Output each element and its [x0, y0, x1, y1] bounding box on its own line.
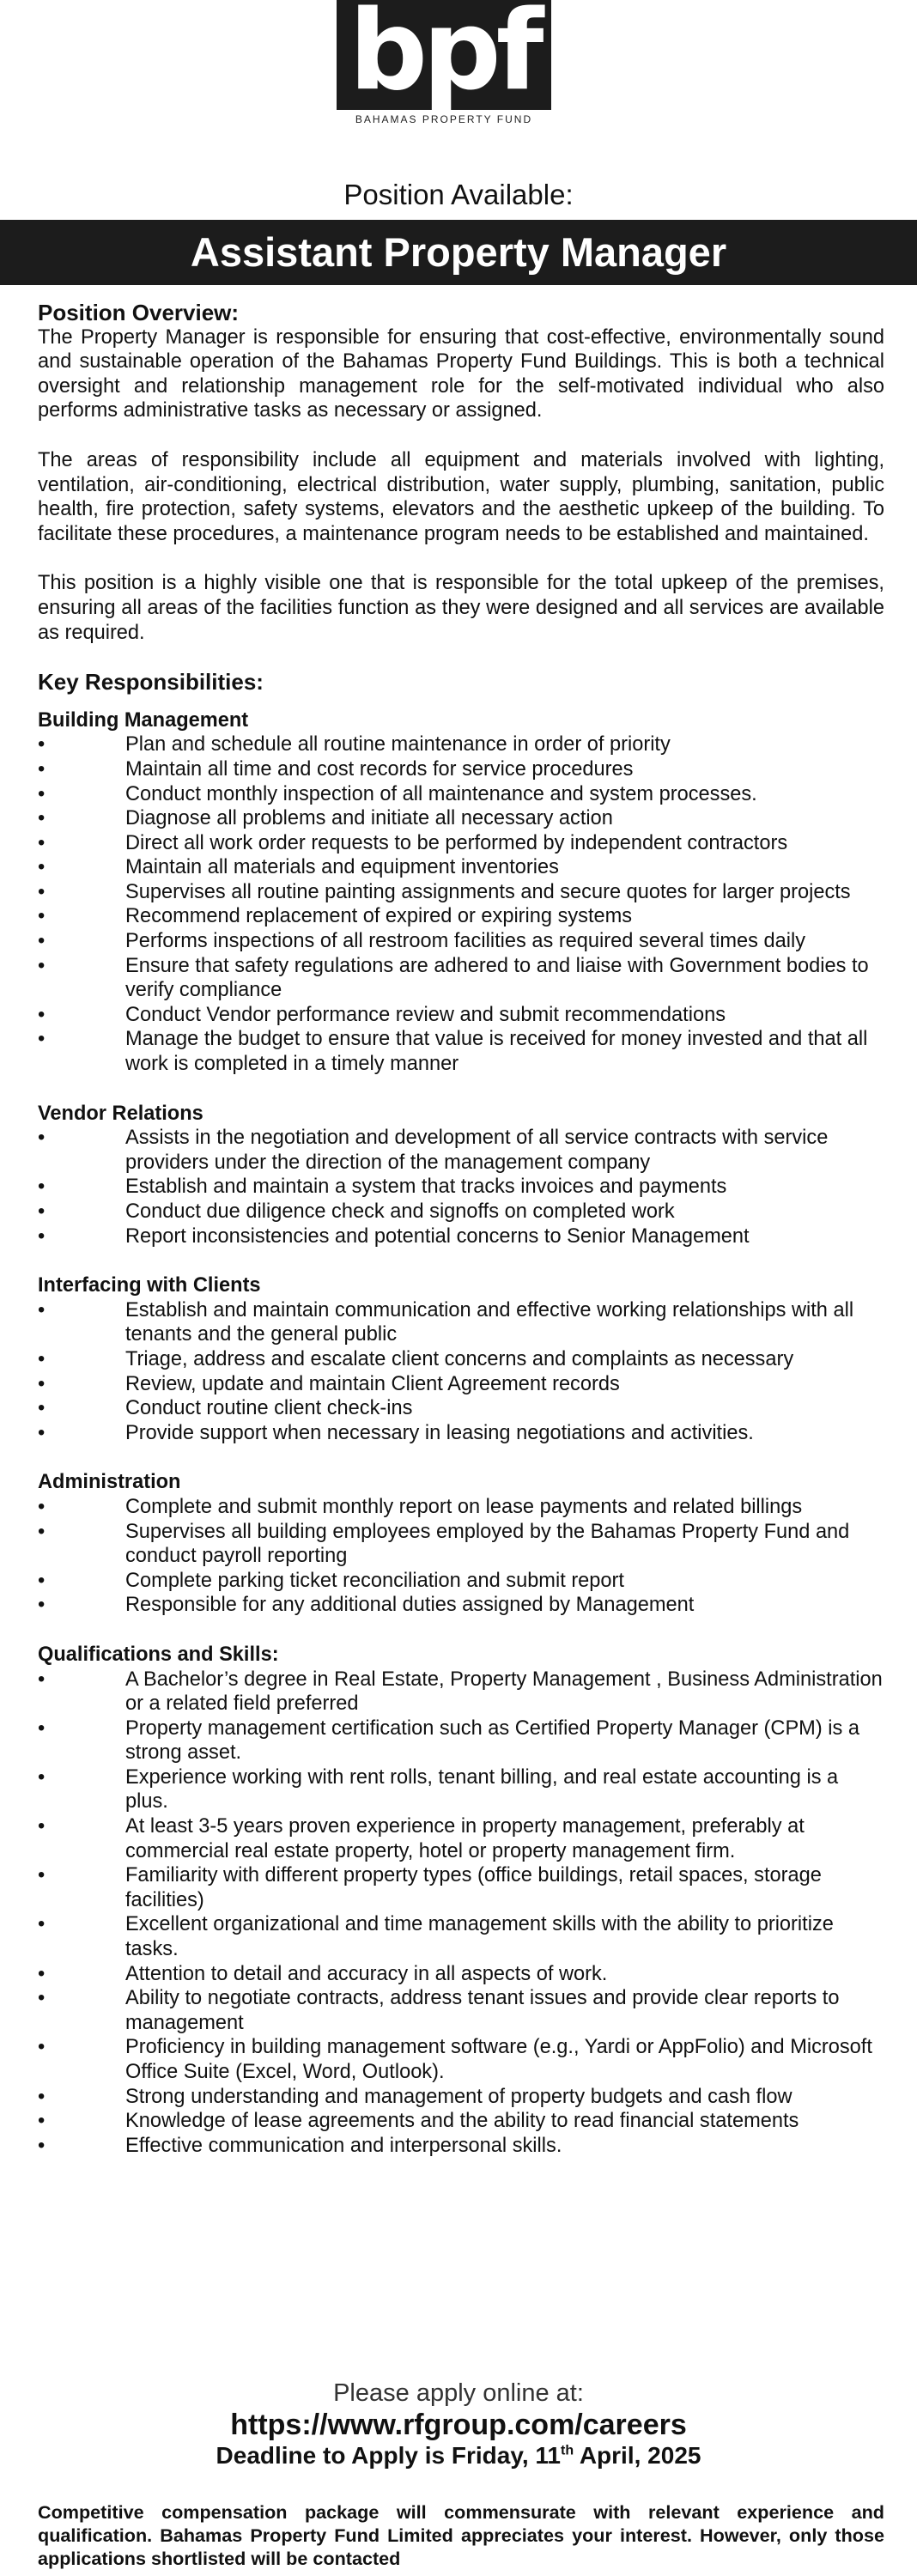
bullet-icon: •: [38, 2085, 46, 2108]
list-item-text: Recommend replacement of expired or expiring systems: [125, 905, 633, 928]
section: [38, 1273, 884, 1445]
list-item-text: Establish and maintain communication and effective working relationships with all tenants and the general public: [125, 1298, 854, 1346]
bullet-list: [38, 1495, 884, 1618]
list-item-text: At least 3-5 years proven experience in property management, preferably at commercial real estate property, hotel or property management firm.: [125, 1815, 805, 1862]
list-item-text: Triage, address and escalate client concerns and complaints as necessary: [125, 1347, 794, 1370]
bullet-icon: •: [38, 1372, 46, 1395]
overview-heading: Position Overview:: [38, 300, 240, 325]
section: [38, 1470, 884, 1618]
list-item: [38, 1126, 884, 1175]
bullet-icon: •: [38, 954, 46, 977]
list-item-text: Assists in the negotiation and development of all service contracts with service providers under the direction of the management company: [125, 1127, 829, 1174]
list-item-text: Maintain all time and cost records for service procedures: [125, 757, 634, 781]
list-item-text: Provide support when necessary in leasing negotiations and activities.: [125, 1421, 754, 1444]
list-item-text: Complete and submit monthly report on lease payments and related billings: [125, 1495, 803, 1518]
list-item: [38, 1986, 884, 2035]
section-title: Building Management: [38, 708, 249, 732]
section: [38, 1643, 884, 2158]
bullet-icon: •: [38, 1815, 46, 1838]
list-item: [38, 1298, 884, 1347]
list-item-text: Manage the budget to ensure that value is received for money invested and that all work is completed in a timely manner: [125, 1028, 868, 1076]
bullet-icon: •: [38, 1200, 46, 1223]
bullet-icon: •: [38, 2036, 46, 2059]
list-item: [38, 2085, 884, 2110]
list-item: [38, 1421, 884, 1446]
list-item-text: Proficiency in building management software (e.g., Yardi or AppFolio) and Microsoft Office Suite (Excel, Word, Outlook).: [125, 2036, 872, 2083]
bullet-icon: •: [38, 831, 46, 854]
list-item: [38, 855, 884, 880]
main-content: [38, 301, 884, 2158]
list-item-text: Diagnose all problems and initiate all necessary action: [125, 807, 613, 830]
bullet-icon: •: [38, 1003, 46, 1026]
section-title: Vendor Relations: [38, 1102, 203, 1125]
overview-paragraph-2: The areas of responsibility include all equipment and materials involved with lighting, ventilation, air-conditioning, electrical distribution, water supply, plumbing, sanitation, public health, fire protection, safety systems, elevators and the aesthetic upkeep of the building. To facilitate these procedures, a maintenance program needs to be established and maintained.: [38, 448, 884, 545]
list-item-text: Experience working with rent rolls, tenant billing, and real estate accounting is a plus.: [125, 1765, 839, 1814]
section-title: Administration: [38, 1471, 181, 1494]
list-item-text: Conduct due diligence check and signoffs on completed work: [125, 1200, 675, 1223]
list-item-text: Excellent organizational and time management skills with the ability to prioritize tasks.: [125, 1913, 834, 1961]
bullet-icon: •: [38, 1495, 46, 1518]
section: [38, 1102, 884, 1249]
list-item-text: Ability to negotiate contracts, address tenant issues and provide clear reports to management: [125, 1987, 840, 2034]
bullet-icon: •: [38, 2110, 46, 2133]
deadline-date: April, 2025: [574, 2442, 701, 2469]
list-item: [38, 1175, 884, 1200]
logo-subtitle: BAHAMAS PROPERTY FUND: [355, 113, 533, 125]
list-item-text: Establish and maintain a system that tracks invoices and payments: [125, 1176, 727, 1199]
list-item-text: Report inconsistencies and potential concerns to Senior Management: [125, 1224, 750, 1248]
overview-paragraph-3: This position is a highly visible one that is responsible for the total upkeep of the premises, ensuring all areas of the facilities function as they were designed and all services are available as required.: [38, 572, 884, 644]
apply-instruction: Please apply online at:: [333, 2379, 584, 2407]
bullet-icon: •: [38, 1987, 46, 2010]
bullet-icon: •: [38, 1176, 46, 1199]
position-available-label: Position Available:: [343, 179, 574, 210]
list-item: [38, 1396, 884, 1421]
footer-note: Competitive compensation package will commensurate with relevant experience and qualification. Bahamas Property Fund Limited appreciates your interest. However, only those applications shortlisted will be contacted: [38, 2501, 884, 2569]
list-item: [38, 954, 884, 1003]
bullet-icon: •: [38, 1421, 46, 1444]
list-item: [38, 1003, 884, 1028]
list-item-text: Conduct Vendor performance review and submit recommendations: [125, 1003, 726, 1026]
list-item-text: Review, update and maintain Client Agreement records: [125, 1372, 620, 1395]
bullet-icon: •: [38, 880, 46, 903]
deadline-text: Deadline to Apply is Friday, 11: [216, 2442, 561, 2469]
logo-mark: bpf: [349, 0, 539, 115]
bullet-icon: •: [38, 930, 46, 953]
apply-section: [0, 2379, 917, 2470]
list-item-text: Attention to detail and accuracy in all aspects of work.: [125, 1962, 608, 1985]
bullet-icon: •: [38, 1913, 46, 1936]
list-item-text: Effective communication and interpersonal skills.: [125, 2134, 562, 2157]
responsibility-sections: [38, 708, 884, 2159]
list-item-text: Complete parking ticket reconciliation and submit report: [125, 1569, 624, 1592]
list-item: [38, 1668, 884, 1716]
list-item: [38, 1569, 884, 1594]
careers-link[interactable]: https://www.rfgroup.com/careers: [230, 2409, 687, 2441]
list-item: [38, 1593, 884, 1618]
list-item: [38, 2035, 884, 2084]
bullet-icon: •: [38, 856, 46, 879]
list-item: [38, 732, 884, 757]
bullet-icon: •: [38, 1765, 46, 1789]
bullet-icon: •: [38, 1668, 46, 1691]
deadline: [0, 2442, 917, 2470]
list-item: [38, 806, 884, 831]
list-item: [38, 1716, 884, 1765]
list-item: [38, 1863, 884, 1912]
bullet-icon: •: [38, 1594, 46, 1617]
list-item-text: Strong understanding and management of property budgets and cash flow: [125, 2085, 793, 2108]
bullet-icon: •: [38, 1127, 46, 1150]
bullet-icon: •: [38, 1028, 46, 1051]
list-item-text: Knowledge of lease agreements and the ability to read financial statements: [125, 2110, 799, 2133]
list-item: [38, 1200, 884, 1224]
bullet-icon: •: [38, 1520, 46, 1543]
overview-paragraph-1: The Property Manager is responsible for ensuring that cost-effective, environmentally sound and sustainable operation of the Bahamas Property Fund Buildings. This is both a technical oversight and relationship management role for the self-motivated individual who also performs administrative tasks as necessary or assigned.: [38, 325, 884, 422]
list-item-text: Responsible for any additional duties assigned by Management: [125, 1594, 695, 1617]
list-item: [38, 1912, 884, 1961]
list-item: [38, 2109, 884, 2134]
list-item: [38, 831, 884, 856]
list-item-text: Supervises all building employees employed by the Bahamas Property Fund and conduct payroll reporting: [125, 1520, 850, 1568]
list-item-text: Performs inspections of all restroom facilities as required several times daily: [125, 930, 806, 953]
bullet-icon: •: [38, 782, 46, 805]
list-item: [38, 1765, 884, 1814]
list-item: [38, 757, 884, 782]
section-title: Interfacing with Clients: [38, 1274, 261, 1297]
list-item-text: Plan and schedule all routine maintenance in order of priority: [125, 733, 671, 756]
bullet-icon: •: [38, 1864, 46, 1887]
title-banner: [0, 220, 917, 285]
list-item: [38, 1495, 884, 1520]
bullet-icon: •: [38, 807, 46, 830]
list-item: [38, 2134, 884, 2159]
bullet-icon: •: [38, 1347, 46, 1370]
bullet-icon: •: [38, 1397, 46, 1420]
list-item: [38, 1027, 884, 1076]
list-item-text: Ensure that safety regulations are adhered to and liaise with Government bodies to verify compliance: [125, 954, 869, 1002]
bullet-icon: •: [38, 1298, 46, 1321]
bullet-icon: •: [38, 1569, 46, 1592]
list-item: [38, 929, 884, 954]
bullet-icon: •: [38, 905, 46, 928]
bullet-list: [38, 1126, 884, 1249]
list-item: [38, 904, 884, 929]
bullet-icon: •: [38, 733, 46, 756]
bullet-list: [38, 1668, 884, 2159]
bullet-icon: •: [38, 757, 46, 781]
list-item-text: Property management certification such as Certified Property Manager (CPM) is a strong asset.: [125, 1716, 859, 1765]
bpf-logo: [337, 0, 551, 131]
job-title: Assistant Property Manager: [190, 229, 727, 275]
bullet-list: [38, 732, 884, 1076]
list-item-text: Familiarity with different property types (office buildings, retail spaces, storage facilities): [125, 1864, 822, 1911]
list-item: [38, 1347, 884, 1372]
list-item-text: Conduct monthly inspection of all maintenance and system processes.: [125, 782, 757, 805]
list-item: [38, 880, 884, 905]
list-item: [38, 782, 884, 807]
list-item-text: A Bachelor’s degree in Real Estate, Property Management , Business Administration or a related field preferred: [125, 1668, 883, 1716]
section: [38, 708, 884, 1077]
bullet-icon: •: [38, 2134, 46, 2157]
list-item-text: Direct all work order requests to be performed by independent contractors: [125, 831, 788, 854]
deadline-ordinal: th: [560, 2443, 574, 2458]
list-item: [38, 1372, 884, 1397]
bullet-icon: •: [38, 1962, 46, 1985]
list-item: [38, 1814, 884, 1863]
bullet-icon: •: [38, 1716, 46, 1740]
list-item-text: Supervises all routine painting assignments and secure quotes for larger projects: [125, 880, 851, 903]
key-responsibilities-heading: Key Responsibilities:: [38, 669, 264, 696]
list-item: [38, 1962, 884, 1987]
list-item: [38, 1224, 884, 1249]
bullet-list: [38, 1298, 884, 1446]
section-title: Qualifications and Skills:: [38, 1643, 279, 1666]
list-item-text: Conduct routine client check-ins: [125, 1397, 413, 1420]
list-item: [38, 1520, 884, 1569]
list-item-text: Maintain all materials and equipment inventories: [125, 856, 559, 879]
bullet-icon: •: [38, 1224, 46, 1248]
